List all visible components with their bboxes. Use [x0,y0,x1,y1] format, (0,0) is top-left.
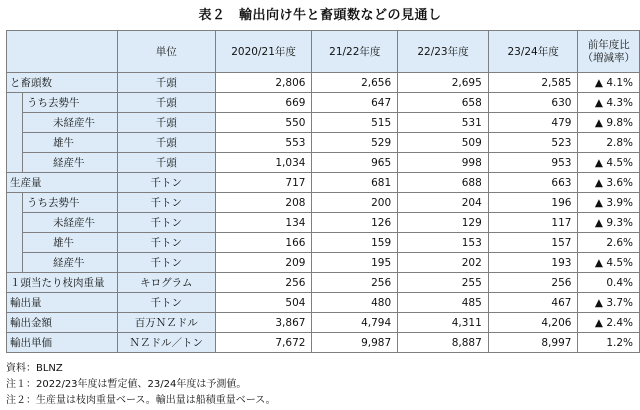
indent-cell [7,93,23,113]
cell-value: 204 [398,193,489,213]
cell-value: 717 [215,173,312,193]
cell-value: 166 [215,233,312,253]
cell-change: 0.4% [578,273,640,293]
cell-value: 117 [488,213,578,233]
table-row [7,233,640,253]
cell-value: 256 [215,273,312,293]
cell-value: 153 [398,233,489,253]
row-unit: 千頭 [117,113,215,133]
header-year-1: 2020/21年度 [215,31,312,73]
table-row [7,133,640,153]
cell-value: 129 [398,213,489,233]
cell-value: 256 [488,273,578,293]
table-row [7,73,640,93]
cell-value: 2,585 [488,73,578,93]
cell-value: 553 [215,133,312,153]
cell-change: 1.2% [578,333,640,353]
cell-value: 9,987 [312,333,398,353]
row-label: 経産牛 [22,153,117,173]
cell-value: 479 [488,113,578,133]
cell-value: 200 [312,193,398,213]
row-label: 輸出量 [7,293,118,313]
cell-value: 255 [398,273,489,293]
cell-value: 663 [488,173,578,193]
cell-value: 681 [312,173,398,193]
row-unit: 千トン [117,233,215,253]
cell-value: 8,887 [398,333,489,353]
cell-value: 509 [398,133,489,153]
row-label: 未経産牛 [22,213,117,233]
table-row [7,193,640,213]
cell-value: 2,806 [215,73,312,93]
row-unit: 千頭 [117,93,215,113]
row-unit: キログラム [117,273,215,293]
table-row [7,293,640,313]
cell-change: ▲ 9.3% [578,213,640,233]
cell-value: 965 [312,153,398,173]
cell-value: 195 [312,253,398,273]
cell-value: 134 [215,213,312,233]
cell-value: 7,672 [215,333,312,353]
cell-value: 157 [488,233,578,253]
row-label: 雄牛 [22,133,117,153]
row-unit: 千トン [117,193,215,213]
cell-value: 209 [215,253,312,273]
header-year-3: 22/23年度 [398,31,489,73]
table-row [7,113,640,133]
row-unit: 千トン [117,253,215,273]
cell-value: 523 [488,133,578,153]
cell-value: 998 [398,153,489,173]
indent-cell [7,253,23,273]
indent-cell [7,233,23,253]
row-unit: ＮＺドル／トン [117,333,215,353]
header-item-cell [7,31,118,73]
row-unit: 千トン [117,173,215,193]
cell-value: 480 [312,293,398,313]
cell-value: 531 [398,113,489,133]
cell-value: 4,311 [398,313,489,333]
note-2: 注２：生産量は枝肉重量ベース。輸出量は船積重量ベース。 [6,395,276,406]
cell-value: 529 [312,133,398,153]
cell-value: 504 [215,293,312,313]
cell-value: 550 [215,113,312,133]
cell-value: 515 [312,113,398,133]
cell-change: 2.6% [578,233,640,253]
row-label: 経産牛 [22,253,117,273]
cell-value: 4,206 [488,313,578,333]
row-unit: 千頭 [117,133,215,153]
cell-value: 1,034 [215,153,312,173]
cell-value: 2,695 [398,73,489,93]
row-label: うち去勢牛 [22,93,117,113]
table-row [7,153,640,173]
indent-cell [7,133,23,153]
cell-value: 688 [398,173,489,193]
row-unit: 千トン [117,213,215,233]
cell-value: 159 [312,233,398,253]
cell-value: 8,997 [488,333,578,353]
row-unit: 百万ＮＺドル [117,313,215,333]
cell-change: ▲ 3.7% [578,293,640,313]
header-year-2: 21/22年度 [312,31,398,73]
header-change-line1: 前年度比 [587,38,630,51]
outlook-table [6,30,640,353]
row-label: うち去勢牛 [22,193,117,213]
cell-change: ▲ 3.6% [578,173,640,193]
cell-value: 126 [312,213,398,233]
cell-value: 208 [215,193,312,213]
row-label: １頭当たり枝肉重量 [7,273,118,293]
cell-change: ▲ 4.3% [578,93,640,113]
cell-value: 3,867 [215,313,312,333]
cell-change: ▲ 2.4% [578,313,640,333]
cell-value: 467 [488,293,578,313]
cell-value: 630 [488,93,578,113]
indent-cell [7,193,23,213]
cell-change: ▲ 4.1% [578,73,640,93]
cell-value: 2,656 [312,73,398,93]
header-year-4: 23/24年度 [488,31,578,73]
header-change-line2: （増減率） [582,51,635,64]
indent-cell [7,213,23,233]
table-row [7,333,640,353]
note-1: 注１：2022/23年度は暫定値、23/24年度は予測値。 [6,379,247,390]
cell-value: 193 [488,253,578,273]
row-label: 未経産牛 [22,113,117,133]
header-row [7,31,640,73]
cell-change: ▲ 4.5% [578,153,640,173]
table-row [7,273,640,293]
table-row [7,93,640,113]
row-label: と畜頭数 [7,73,118,93]
row-label: 輸出単価 [7,333,118,353]
cell-change: ▲ 9.8% [578,113,640,133]
row-unit: 千トン [117,293,215,313]
table-title: 表２ 輸出向け牛と畜頭数などの見通し [198,8,442,23]
indent-cell [7,113,23,133]
table-row [7,213,640,233]
cell-change: 2.8% [578,133,640,153]
row-unit: 千頭 [117,73,215,93]
indent-cell [7,153,23,173]
cell-value: 647 [312,93,398,113]
table-row [7,313,640,333]
row-label: 雄牛 [22,233,117,253]
header-unit: 単位 [117,31,215,73]
header-change [578,31,640,73]
source-note: 資料：BLNZ [6,363,63,374]
cell-value: 202 [398,253,489,273]
row-unit: 千頭 [117,153,215,173]
cell-value: 669 [215,93,312,113]
cell-value: 485 [398,293,489,313]
table-row [7,173,640,193]
row-label: 輸出金額 [7,313,118,333]
notes [6,361,276,409]
cell-change: ▲ 3.9% [578,193,640,213]
table-row [7,253,640,273]
cell-change: ▲ 4.5% [578,253,640,273]
cell-value: 4,794 [312,313,398,333]
cell-value: 256 [312,273,398,293]
cell-value: 953 [488,153,578,173]
row-label: 生産量 [7,173,118,193]
cell-value: 658 [398,93,489,113]
cell-value: 196 [488,193,578,213]
